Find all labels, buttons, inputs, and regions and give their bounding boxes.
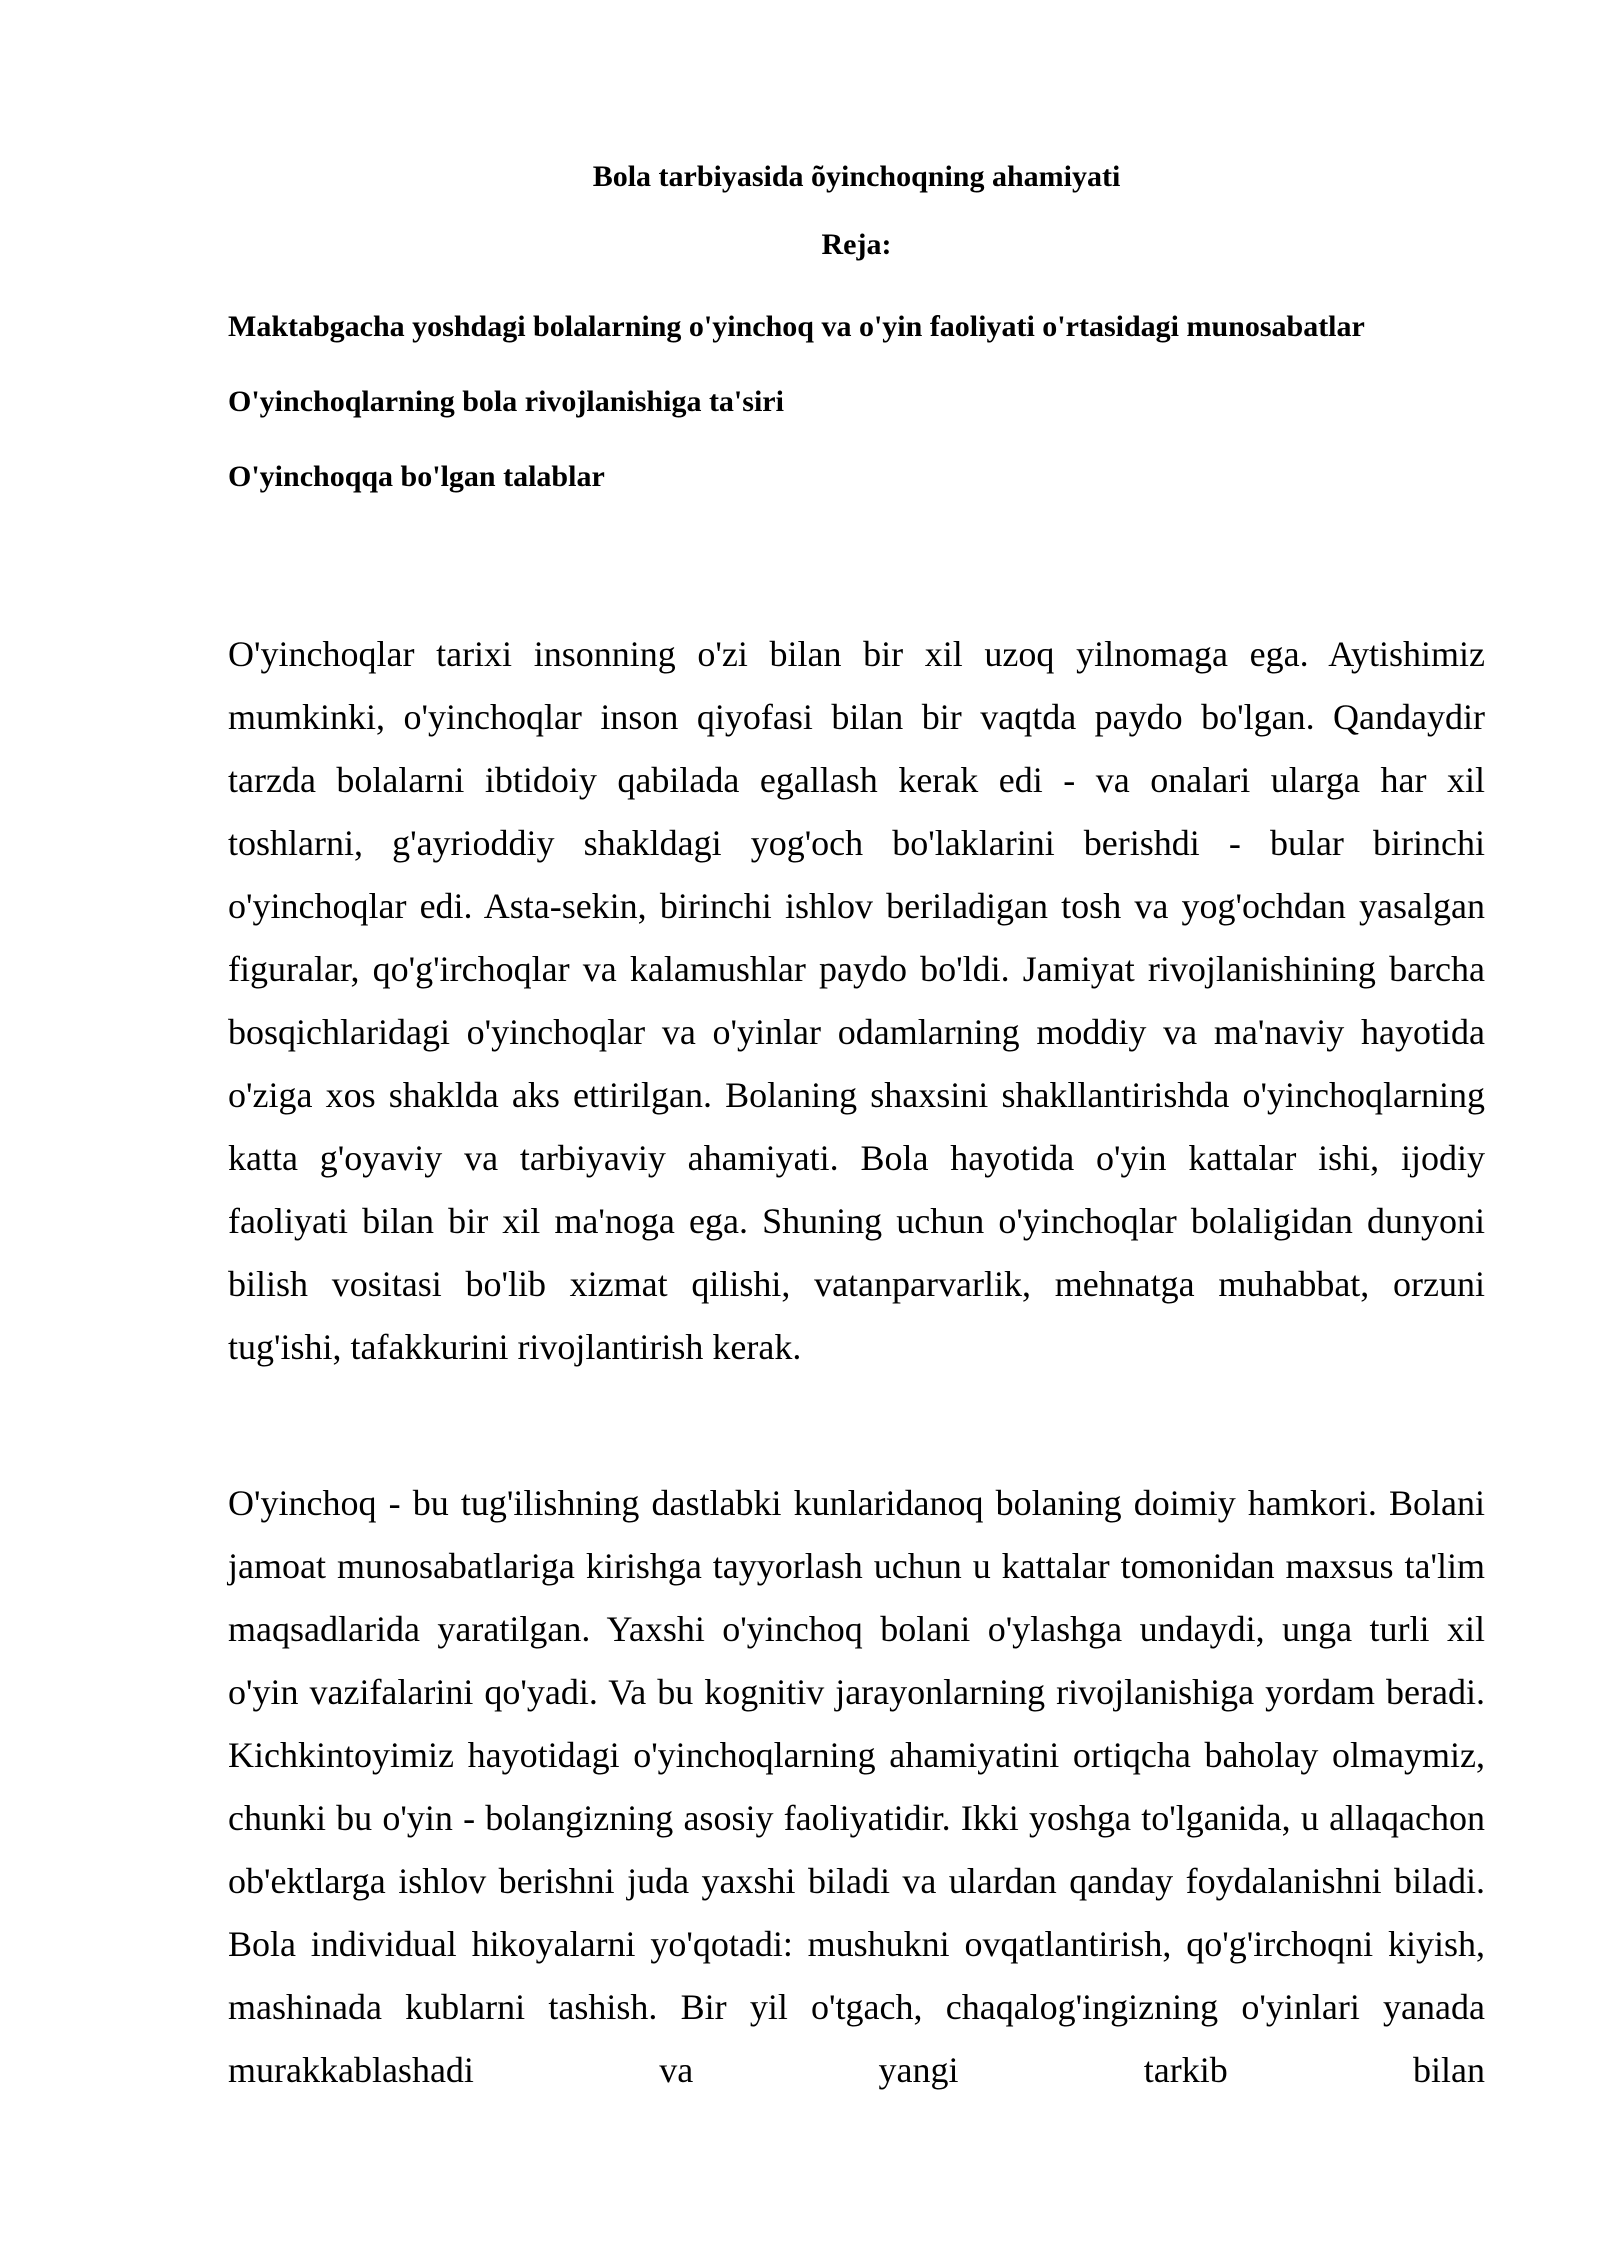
plan-heading: Reja: bbox=[821, 228, 892, 261]
plan-item-toy-requirements: O'yinchoqqa bo'lgan talablar bbox=[228, 460, 605, 493]
paragraph-toy-companion: O'yinchoq - bu tug'ilishning dastlabki kunlaridanoq bolaning doimiy hamkori. Bolani jamoat munosabatlariga kirishga tayyorlash uchun u kattalar tomonidan maxsus ta'lim maqsadlarida yaratilgan. Yaxshi o'yinchoq bolani o'ylashga undaydi, unga turli xil o'yin vazifalarini qo'yadi. Va bu kognitiv jarayonlarning rivojlanishiga yordam beradi. Kichkintoyimiz hayotidagi o'yinchoqlarning ahamiyatini ortiqcha baholay olmaymiz, chunki bu o'yin - bolangizning asosiy faoliyatidir. Ikki yoshga to'lganida, u allaqachon ob'ektlarga ishlov berishni juda yaxshi biladi va ulardan qanday foydalanishni biladi. Bola individual hikoyalarni yo'qotadi: mushukni ovqatlantirish, qo'g'irchoqni kiyish, mashinada kublarni tashish. Bir yil o'tgach, chaqalog'ingizning o'yinlari yanada murakkablashadi va yangi tarkib bilan bbox=[228, 1483, 1485, 2090]
plan-item-relations: Maktabgacha yoshdagi bolalarning o'yinchoq va o'yin faoliyati o'rtasidagi munosabatlar bbox=[228, 310, 1365, 343]
plan-item-development-influence: O'yinchoqlarning bola rivojlanishiga ta'siri bbox=[228, 385, 784, 418]
document-title: Bola tarbiyasida õyinchoqning ahamiyati bbox=[592, 160, 1121, 193]
paragraph-toy-history: O'yinchoqlar tarixi insonning o'zi bilan bir xil uzoq yilnomaga ega. Aytishimiz mumkinki, o'yinchoqlar inson qiyofasi bilan bir vaqtda paydo bo'lgan. Qandaydir tarzda bolalarni ibtidoiy qabilada egallash kerak edi - va onalari ularga har xil toshlarni, g'ayrioddiy shakldagi yog'och bo'laklarini berishdi - bular birinchi o'yinchoqlar edi. Asta-sekin, birinchi ishlov beriladigan tosh va yog'ochdan yasalgan figuralar, qo'g'irchoqlar va kalamushlar paydo bo'ldi. Jamiyat rivojlanishining barcha bosqichlaridagi o'yinchoqlar va o'yinlar odamlarning moddiy va ma'naviy hayotida o'ziga xos shaklda aks ettirilgan. Bolaning shaxsini shakllantirishda o'yinchoqlarning katta g'oyaviy va tarbiyaviy ahamiyati. Bola hayotida o'yin kattalar ishi, ijodiy faoliyati bilan bir xil ma'noga ega. Shuning uchun o'yinchoqlar bolaligidan dunyoni bilish vositasi bo'lib xizmat qilishi, vatanparvarlik, mehnatga muhabbat, orzuni tug'ishi, tafakkurini rivojlantirish kerak. bbox=[228, 634, 1485, 1367]
